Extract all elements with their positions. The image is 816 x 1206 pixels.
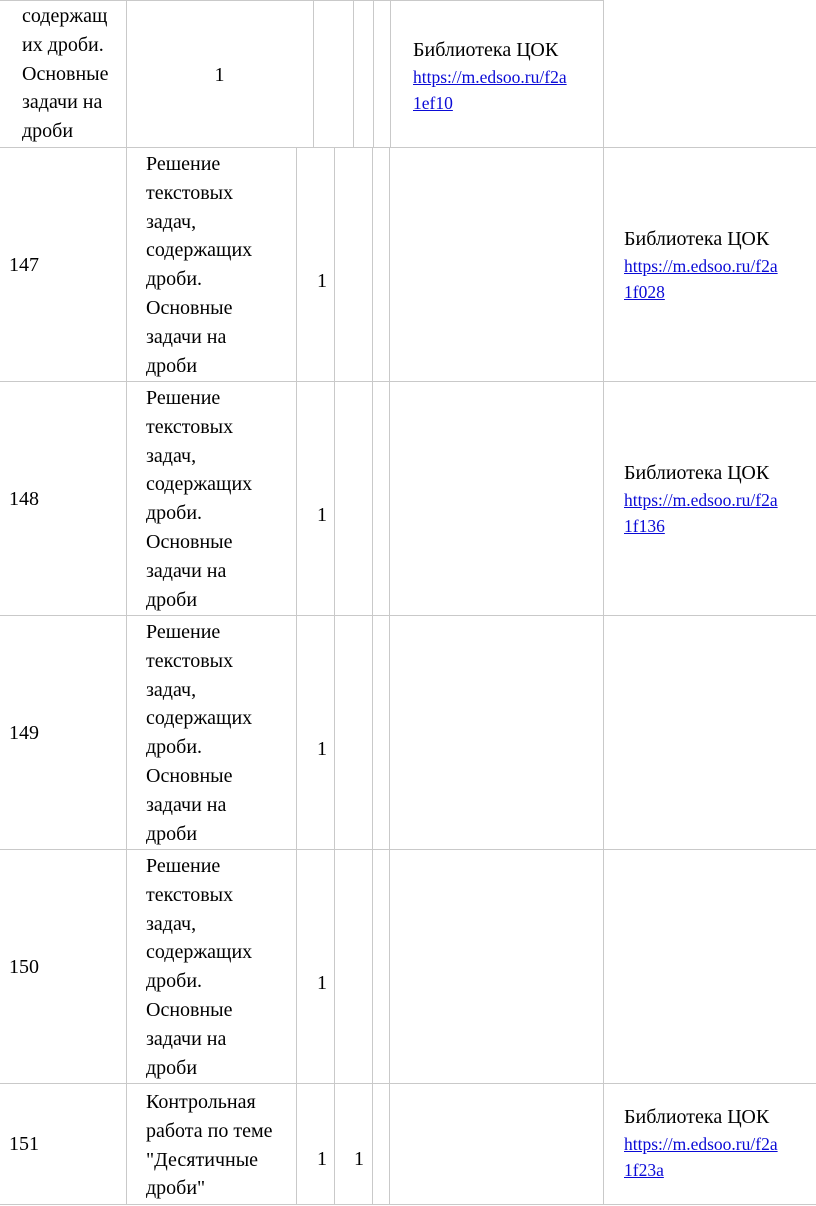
col-border [373,0,374,147]
resource-link[interactable]: https://m.edsoo.ru/f2a 1f23a [624,1134,778,1180]
row-border [0,615,816,616]
lesson-number: 147 [9,254,39,276]
col-border [389,147,390,1205]
lesson-number: 150 [9,956,39,978]
lesson-number: 148 [9,488,39,510]
digital-resource [413,36,603,116]
resource-link[interactable]: https://m.edsoo.ru/f2a 1ef10 [413,67,567,113]
lesson-hours: 1 [317,1148,327,1170]
row-border-top [0,0,604,1]
lesson-hours: 1 [317,972,327,994]
lesson-number: 151 [9,1133,39,1155]
resource-label: Библиотека ЦОК [624,462,770,484]
resource-label: Библиотека ЦОК [624,228,770,250]
digital-resource [624,225,814,305]
lesson-topic: Решение текстовых задач, содержащих дроби. Основные задачи на дроби [146,153,253,377]
control-work: 1 [354,1148,364,1170]
row-border [0,147,816,148]
col-border [372,147,373,1205]
resource-link[interactable]: https://m.edsoo.ru/f2a 1f136 [624,490,778,536]
lesson-topic: Решение текстовых задач, содержащих дроби. Основные задачи на дроби [146,855,253,1079]
lesson-topic: Контрольная работа по теме "Десятичные дроби" [146,1091,273,1200]
lesson-hours: 1 [317,504,327,526]
col-border [603,0,604,147]
col-border [126,147,127,1205]
row-border-bottom [0,1204,816,1205]
resource-label: Библиотека ЦОК [413,39,559,61]
digital-resource [624,459,814,539]
lesson-topic: Решение текстовых задач, содержащих дроби. Основные задачи на дроби [146,621,253,845]
row-border [0,1083,816,1084]
lesson-hours: 1 [214,64,225,86]
col-border [296,147,297,1205]
col-border [353,0,354,147]
col-border [313,0,314,147]
col-border [603,147,604,1205]
lesson-hours: 1 [317,738,327,760]
row-border [0,381,816,382]
lesson-number: 149 [9,722,39,744]
lesson-hours: 1 [317,270,327,292]
digital-resource [624,1103,814,1183]
row-border [0,849,816,850]
resource-link[interactable]: https://m.edsoo.ru/f2a 1f028 [624,256,778,302]
lesson-topic: Решение текстовых задач, содержащих дроби. Основные задачи на дроби [146,387,253,611]
resource-label: Библиотека ЦОК [624,1106,770,1128]
col-border [334,147,335,1205]
col-border [390,0,391,147]
lesson-topic: содержащ их дроби. Основные задачи на дроби [22,5,109,143]
